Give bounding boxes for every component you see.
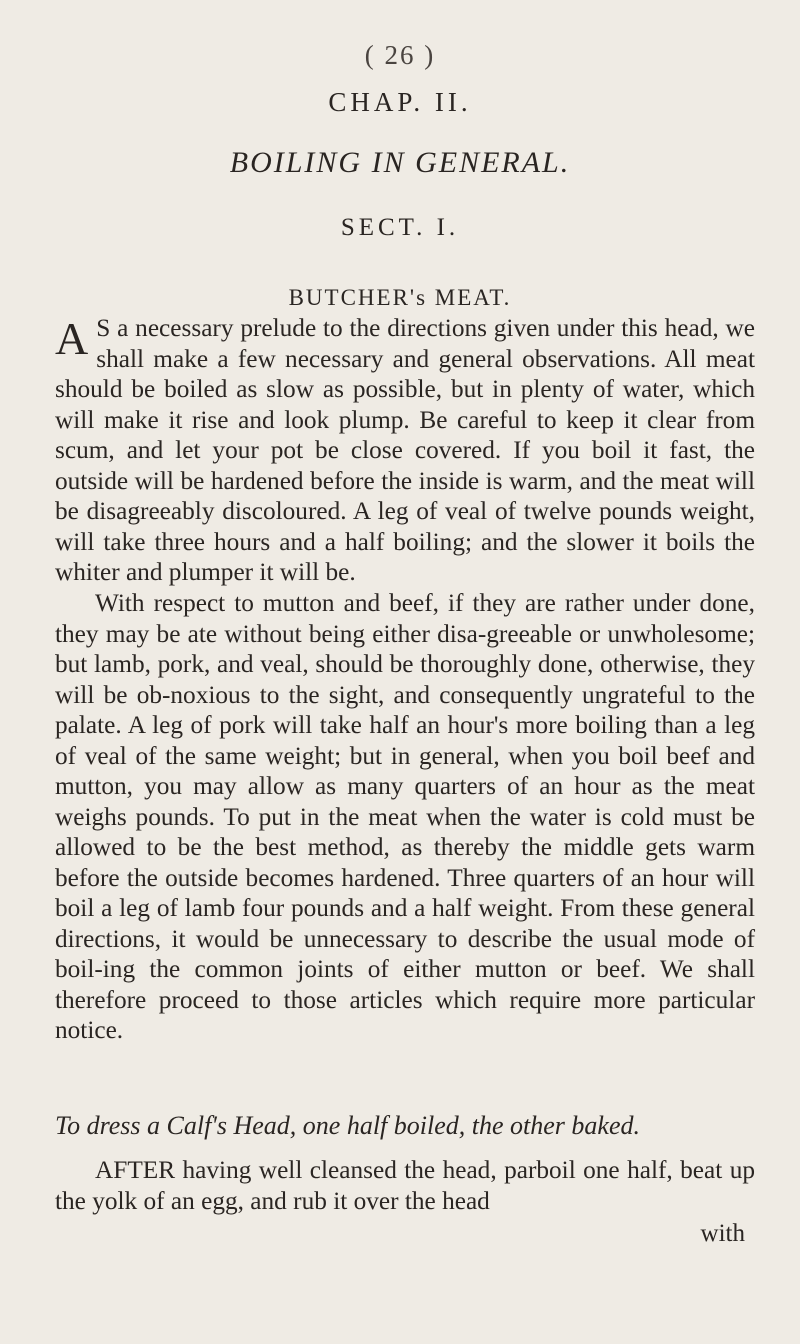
section-heading: SECT. I. xyxy=(340,214,460,241)
chapter-heading: CHAP. II. xyxy=(328,87,472,117)
drop-cap: A xyxy=(55,313,89,364)
catchword: with xyxy=(700,1220,745,1247)
section-subtitle: BUTCHER's MEAT. xyxy=(288,285,512,310)
chapter-title: BOILING IN GENERAL. xyxy=(229,146,571,179)
paragraph-mutton-beef: With respect to mutton and beef, if they are rather under done, they may be ate without being either disa-greeable or unwholesome; but lamb, pork, and veal, should be thoroughly done, otherwise, they will be ob-noxious to the sight, and consequently ungrateful to the palate. A leg of pork will take half an hour's more boiling than a leg of veal of the same weight; but in general, when you boil beef and mutton, you may allow as many quarters of an hour as the meat weighs pounds. To put in the meat when the water is cold must be allowed to be the best method, as thereby the middle gets warm before the outside becomes hardened. Three quarters of an hour will boil a leg of lamb four pounds and a half weight. From these general directions, it would be unnecessary to describe the usual mode of boil-ing the common joints of either mutton or beef. We shall therefore proceed to those articles which require more particular notice. xyxy=(55,589,755,1044)
paragraph-recipe: AFTER having well cleansed the head, parboil one half, beat up the yolk of an egg, and rub it over the head xyxy=(55,1156,755,1215)
paragraph-intro xyxy=(55,313,755,588)
page-number: ( 26 ) xyxy=(364,40,436,70)
paragraph-intro-text: S a necessary prelude to the directions given under this head, we shall make a few necessary and general observations. All meat should be boiled as slow as possible, but in plenty of water, which will make it rise and look plump. Be careful to keep it clear from scum, and let your pot be close covered. If you boil it fast, the outside will be hardened before the inside is warm, and the meat will be disagreeably discoloured. A leg of veal of twelve pounds weight, will take three hours and a half boiling; and the slower it boils the whiter and plumper it will be. xyxy=(55,314,755,586)
recipe-heading: To dress a Calf's Head, one half boiled, the other baked. xyxy=(55,1111,640,1140)
